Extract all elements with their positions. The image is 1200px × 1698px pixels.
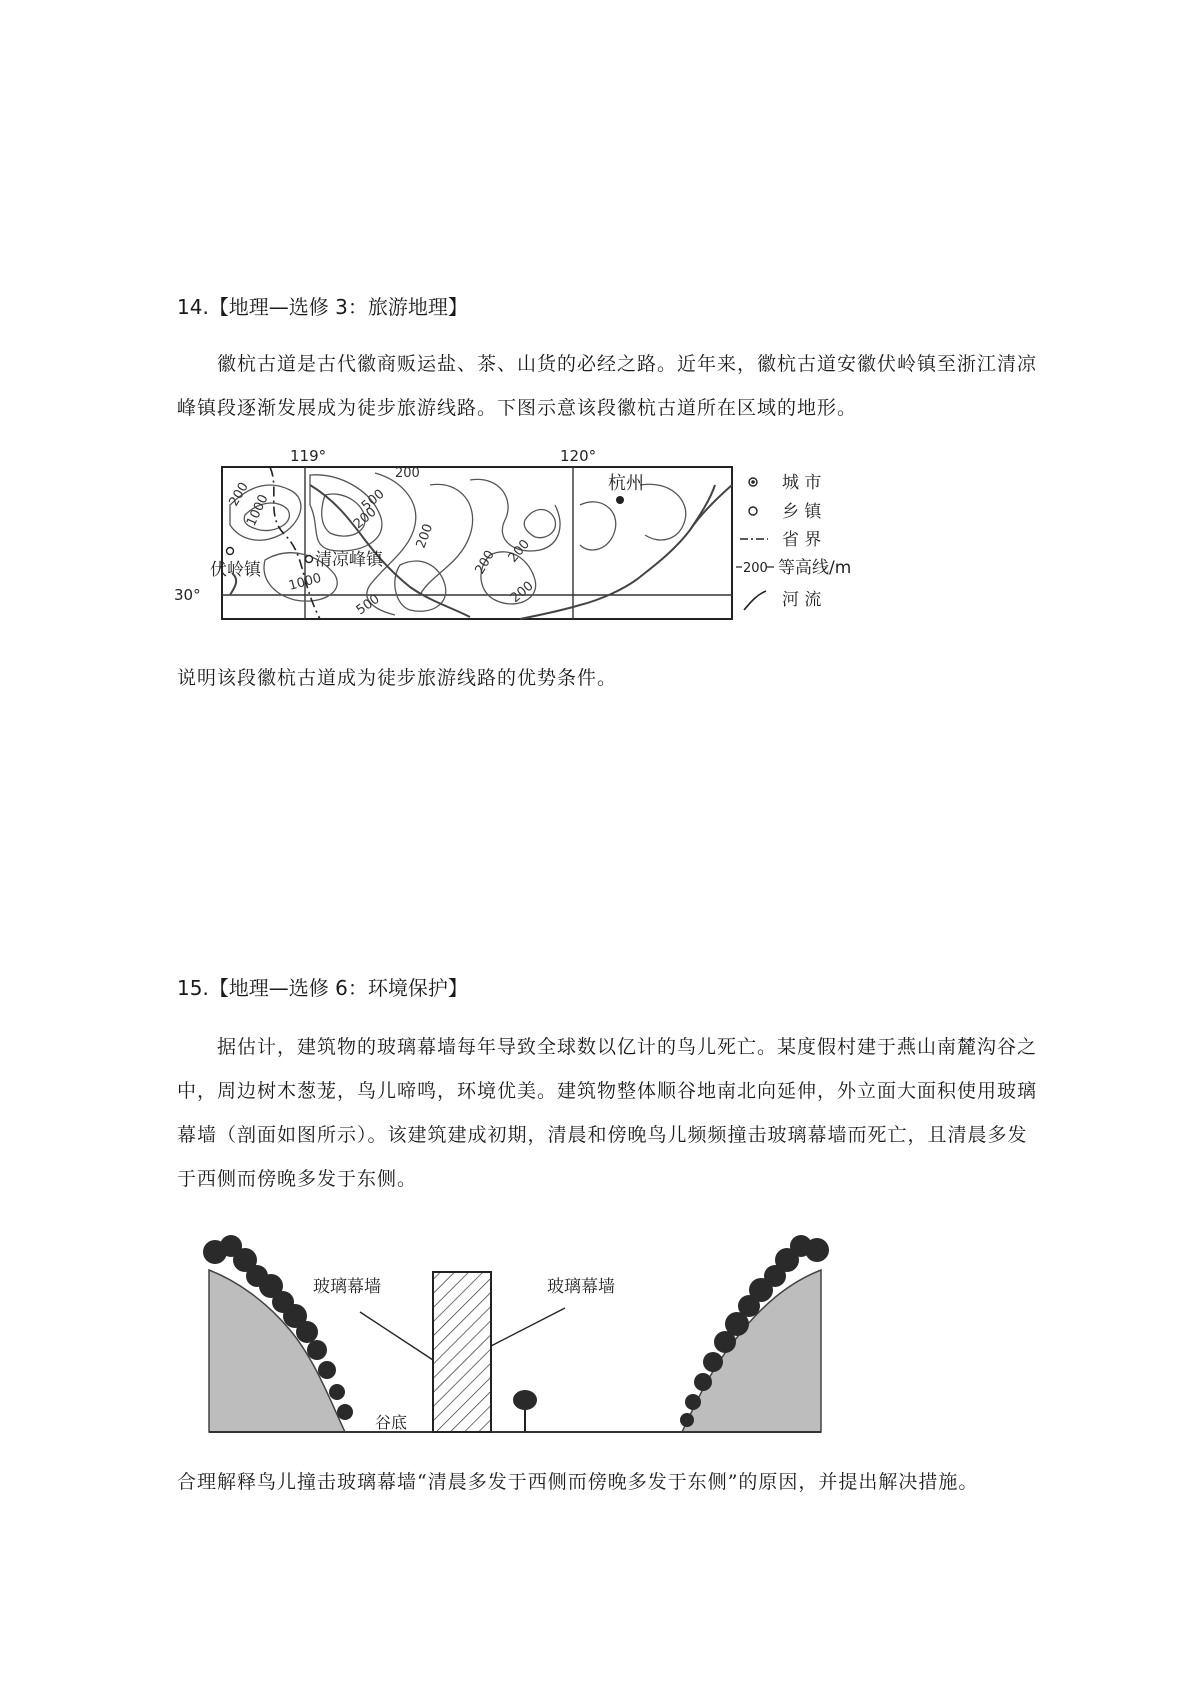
question-15	[177, 973, 1037, 1201]
map-legend	[736, 473, 851, 610]
contour-label: 200	[472, 547, 498, 577]
legend-contour-label: 等高线/m	[778, 558, 852, 578]
question-14-paragraph: 徽杭古道是古代徽商贩运盐、茶、山货的必经之路。近年来，徽杭古道安徽伏岭镇至浙江清凉峰镇段逐渐发展成为徒步旅游线路。下图示意该段徽杭古道所在区域的地形。	[177, 353, 1038, 419]
longitude-120-label: 120°	[560, 447, 597, 465]
east-label-pointer	[491, 1308, 565, 1346]
legend-town-icon	[749, 507, 757, 515]
contour-label: 200	[507, 578, 537, 607]
contour-label: 1000	[244, 492, 272, 529]
town-marker-fuling	[227, 548, 234, 555]
question-15-heading	[177, 973, 1037, 1003]
contour-label: 500	[358, 486, 388, 515]
legend-river-icon	[744, 591, 766, 610]
latitude-30-label: 30°	[174, 586, 201, 604]
question-14-heading	[177, 292, 1037, 322]
terrain-map	[170, 445, 890, 645]
legend-contour-sample: 200	[743, 561, 768, 576]
city-marker-hangzhou	[616, 496, 624, 504]
east-glass-wall-label: 玻璃幕墙	[547, 1277, 615, 1297]
question-15-paragraph: 据估计，建筑物的玻璃幕墙每年导致全球数以亿计的鸟儿死亡。某度假村建于燕山南麓沟谷之中，周边树木葱茏，鸟儿啼鸣，环境优美。建筑物整体顺谷地南北向延伸，外立面大面积使用玻璃幕墙（剖面如图所示）。该建筑建成初期，清晨和傍晚鸟儿频频撞击玻璃幕墙而死亡，且清晨多发于西侧而傍晚多发于东侧。	[177, 1036, 1038, 1190]
town-label-qingliangfeng: 清凉峰镇	[315, 550, 383, 570]
legend-boundary-label: 省 界	[782, 530, 822, 550]
contour-label: 200	[505, 536, 534, 566]
question-14-number: 14.	[177, 295, 209, 319]
contour-label: 1000	[287, 570, 324, 594]
town-label-fuling: 伏岭镇	[210, 560, 261, 580]
contour-label: 200	[350, 504, 380, 533]
legend-town-label: 乡 镇	[782, 502, 822, 522]
valley-cross-section	[195, 1220, 835, 1452]
valley-tree	[513, 1390, 537, 1432]
map-frame	[222, 467, 732, 619]
city-label-hangzhou: 杭州	[608, 473, 644, 494]
contour-label: 500	[353, 591, 383, 619]
valley-floor-label: 谷底	[375, 1413, 408, 1432]
west-label-pointer	[360, 1312, 433, 1360]
contour-lines	[230, 473, 686, 615]
contour-label: 200	[413, 521, 437, 551]
legend-river-label: 河 流	[782, 590, 822, 610]
question-15-number: 15.	[177, 976, 209, 1000]
question-14-title: 【地理—选修 3：旅游地理】	[208, 295, 468, 319]
question-15-prompt-block	[177, 1460, 1037, 1504]
town-marker-qingliangfeng	[306, 556, 313, 563]
question-15-title: 【地理—选修 6：环境保护】	[208, 976, 468, 1000]
question-14-prompt-block	[177, 656, 1037, 700]
contour-label: 200	[395, 466, 420, 481]
question-15-prompt: 合理解释鸟儿撞击玻璃幕墙“清晨多发于西侧而傍晚多发于东侧”的原因，并提出解决措施。	[177, 1471, 979, 1493]
legend-city-label: 城 市	[782, 473, 822, 493]
west-glass-wall-label: 玻璃幕墙	[313, 1277, 381, 1297]
contour-label: 200	[226, 479, 252, 509]
glass-curtain-wall-building	[433, 1272, 491, 1432]
question-14	[177, 292, 1037, 430]
longitude-119-label: 119°	[290, 447, 327, 465]
question-14-prompt: 说明该段徽杭古道成为徒步旅游线路的优势条件。	[177, 667, 618, 689]
provincial-boundary	[270, 467, 320, 619]
